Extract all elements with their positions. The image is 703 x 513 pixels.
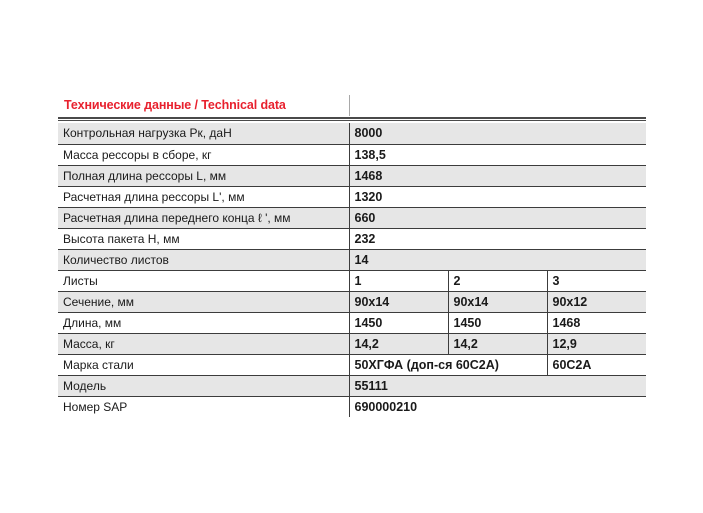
title-column-divider bbox=[349, 95, 350, 116]
table-row bbox=[58, 249, 646, 270]
table-row bbox=[58, 165, 646, 186]
row-label: Расчетная длина рессоры L', мм bbox=[58, 186, 349, 207]
row-value: 2 bbox=[448, 270, 547, 291]
row-label: Номер SAP bbox=[58, 396, 349, 417]
row-value: 12,9 bbox=[547, 333, 646, 354]
row-value: 1468 bbox=[547, 312, 646, 333]
table-row bbox=[58, 375, 646, 396]
row-value: 1450 bbox=[448, 312, 547, 333]
row-label: Расчетная длина переднего конца ℓ ', мм bbox=[58, 207, 349, 228]
row-value: 50ХГФА (доп-ся 60С2А) bbox=[349, 354, 547, 375]
table-row bbox=[58, 186, 646, 207]
table-row bbox=[58, 228, 646, 249]
row-label: Высота пакета Н, мм bbox=[58, 228, 349, 249]
row-value: 60С2А bbox=[547, 354, 646, 375]
row-value: 1320 bbox=[349, 186, 646, 207]
table-row bbox=[58, 207, 646, 228]
row-value: 3 bbox=[547, 270, 646, 291]
row-label: Масса рессоры в сборе, кг bbox=[58, 144, 349, 165]
row-value: 55111 bbox=[349, 375, 646, 396]
row-value: 138,5 bbox=[349, 144, 646, 165]
row-value: 8000 bbox=[349, 123, 646, 144]
table-row bbox=[58, 396, 646, 417]
table-row bbox=[58, 312, 646, 333]
technical-data-table bbox=[58, 123, 646, 417]
page-title: Технические данные / Technical data bbox=[64, 98, 286, 112]
row-value: 90x14 bbox=[349, 291, 448, 312]
table-row bbox=[58, 354, 646, 375]
row-label: Масса, кг bbox=[58, 333, 349, 354]
table-row bbox=[58, 333, 646, 354]
row-value: 690000210 bbox=[349, 396, 646, 417]
row-label: Модель bbox=[58, 375, 349, 396]
row-label: Марка стали bbox=[58, 354, 349, 375]
row-value: 90x12 bbox=[547, 291, 646, 312]
title-underline-rule bbox=[58, 117, 646, 121]
row-label: Листы bbox=[58, 270, 349, 291]
row-label: Сечение, мм bbox=[58, 291, 349, 312]
row-label: Полная длина рессоры L, мм bbox=[58, 165, 349, 186]
row-value: 1450 bbox=[349, 312, 448, 333]
row-label: Количество листов bbox=[58, 249, 349, 270]
row-value: 14 bbox=[349, 249, 646, 270]
row-label: Контрольная нагрузка Рк, даН bbox=[58, 123, 349, 144]
row-value: 14,2 bbox=[448, 333, 547, 354]
table-row bbox=[58, 291, 646, 312]
row-value: 1468 bbox=[349, 165, 646, 186]
row-value: 14,2 bbox=[349, 333, 448, 354]
table-row bbox=[58, 270, 646, 291]
row-label: Длина, мм bbox=[58, 312, 349, 333]
row-value: 90x14 bbox=[448, 291, 547, 312]
row-value: 660 bbox=[349, 207, 646, 228]
table-title-row bbox=[58, 98, 646, 116]
table-row bbox=[58, 144, 646, 165]
row-value: 1 bbox=[349, 270, 448, 291]
row-value: 232 bbox=[349, 228, 646, 249]
table-row bbox=[58, 123, 646, 144]
